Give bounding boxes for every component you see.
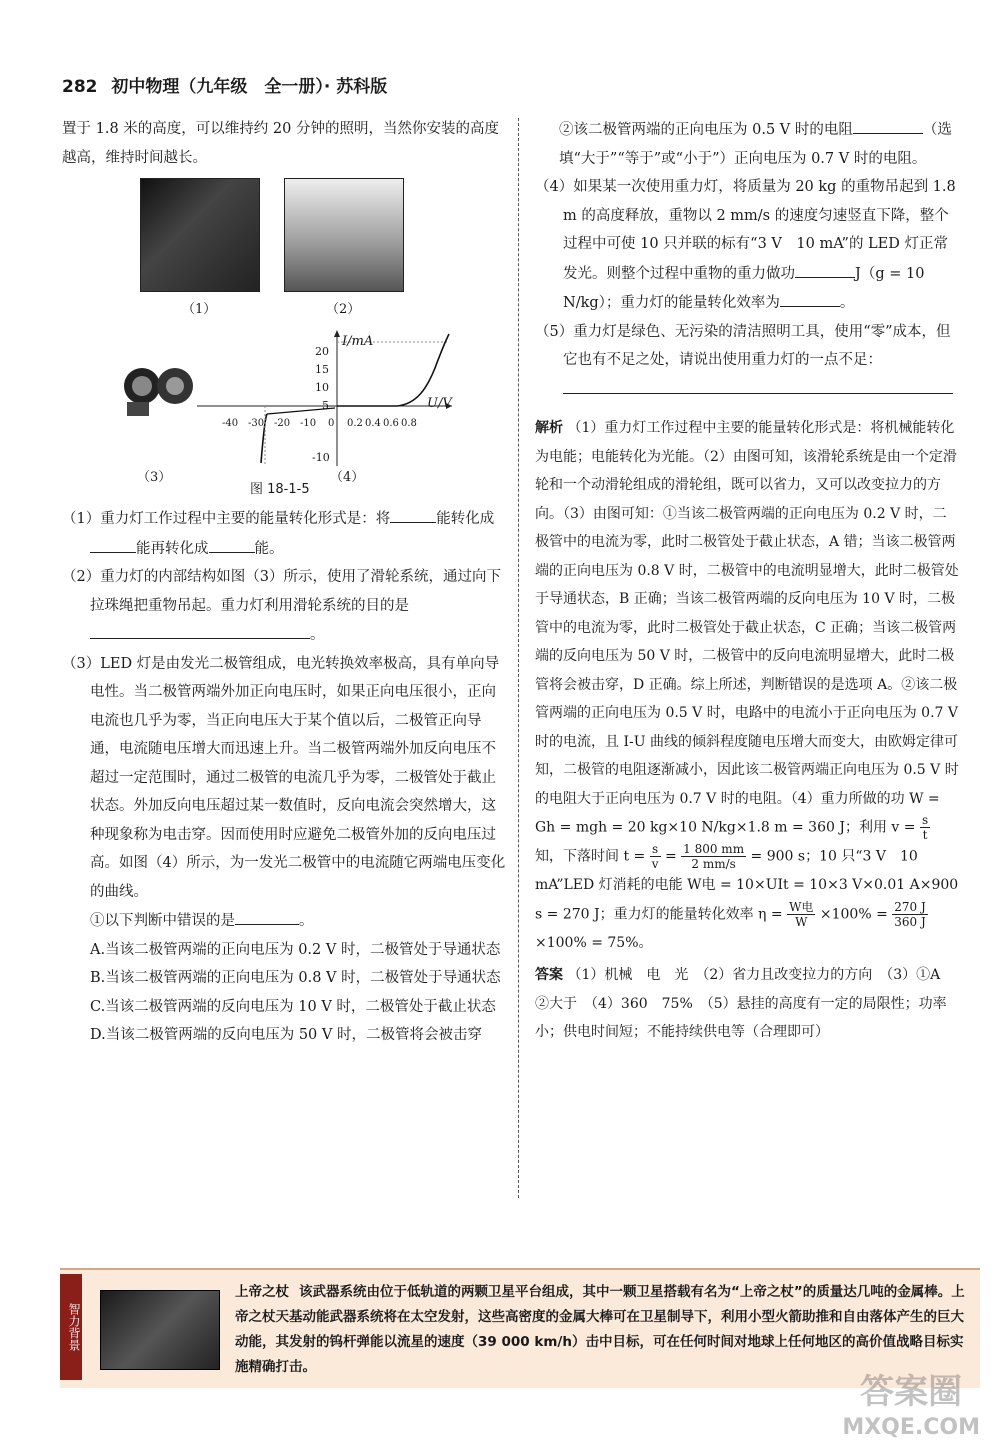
q1-part-c: 能再转化成 <box>136 540 209 557</box>
column-divider <box>518 118 519 1198</box>
q5-text: （5）重力灯是绿色、无污染的清洁照明工具，使用“零”成本，但它也有不足之处，请说出使用重力灯的一点不足： <box>535 323 951 368</box>
frac-t1-num: s <box>650 842 661 857</box>
q1-part-b: 能转化成 <box>436 511 495 527</box>
q5-blank[interactable] <box>563 375 953 394</box>
frac-v-num: s <box>921 813 929 827</box>
xtick-0: 0 <box>328 418 335 429</box>
q4-end: 。 <box>839 295 855 311</box>
q1-blank-1[interactable] <box>390 504 436 523</box>
q4-blank-2[interactable] <box>780 288 840 307</box>
box-title: 上帝之杖 <box>235 1284 289 1300</box>
question-3: （3）LED 灯是由发光二极管组成，电光转换效率极高，具有单向导电性。当二极管两端外加正向电压时，如果正向电压很小，正向电流也几乎为零，当正向电压大于某个值以后，二极管正向导通，电流随电压增大而迅速上升。当二极管两端外加反向电压不超过一定范围时，通过二极管的电流几乎为零，二极管处于截止状态。外加反向电压超过某一数值时，反向电流会突然增大，这种现象称为电击穿。因而使用时应避免二极管外加的反向电压过高。如图（4）所示，为一发光二极管中的电流随它两端电压变化的曲线。 <box>62 655 506 900</box>
figure-caption: 图 18-1-5 <box>250 482 310 497</box>
q1-part-a: （1）重力灯工作过程中主要的能量转化形式是：将 <box>62 511 391 527</box>
q1-blank-3[interactable] <box>209 534 255 553</box>
frac-v-den: t <box>922 828 928 842</box>
graph-xlabel: U/V <box>427 396 452 411</box>
left-column <box>62 115 507 1050</box>
q3-1-blank[interactable] <box>235 906 299 925</box>
box-body: 该武器系统由位于低轨道的两颗卫星平台组成，其中一颗卫星搭载有名为“上帝之杖”的质量达几吨的金属棒。上帝之杖天基动能武器系统将在太空发射，这些高密度的金属大棒可在卫星制导下，利用小型火箭助推和自由落体产生的巨大动能，其发射的钨杆弹能以流星的速度（39 000 km/h）击中目标，可在任何时间对地球上任何地区的高价值战略目标实施精确打击。 <box>235 1284 965 1375</box>
xtick-neg30: -30 <box>248 418 265 429</box>
pulley-system-image <box>117 358 207 418</box>
analysis-text-3b: = <box>664 848 677 865</box>
q3-2-blank[interactable] <box>853 115 923 134</box>
analysis-text-4b: ×100% = 75%。 <box>535 934 653 951</box>
analysis-text-3a: t = <box>623 848 646 865</box>
frac-v <box>920 813 930 842</box>
frac-eta1 <box>787 900 815 929</box>
frac-eta2 <box>892 900 928 929</box>
q4-text-2: J（g = 10 N/kg）；重力灯的能量转化效率为 <box>563 265 925 311</box>
frac-eta1-den: W <box>795 914 808 929</box>
frac-t1-den: v <box>651 857 659 871</box>
ytick-neg10: -10 <box>312 451 330 464</box>
q4-text: （4）如果某一次使用重力灯，将质量为 20 kg 的重物吊起到 1.8 m 的高度释放，重物以 2 mm/s 的速度匀速竖直下降，整个过程中可使 10 只并联的标有“3 V 10 mA”的 LED 灯正常发光。则整个过程中重物的重力做功 <box>535 179 956 282</box>
xtick-0-6: 0.6 <box>383 418 399 429</box>
option-b: B.当该二极管两端的正向电压为 0.8 V 时，二极管处于导通状态 <box>90 970 501 986</box>
answer-label: 答案 <box>535 967 563 983</box>
question-2 <box>62 563 507 650</box>
frac-t2-den: 2 mm/s <box>691 857 736 871</box>
ytick-15: 15 <box>315 363 329 376</box>
analysis-text-1: （1）重力灯工作过程中主要的能量转化形式是：将机械能转化为电能；电能转化为光能。（2）由图可知，该滑轮系统是由一个定滑轮和一个动滑轮组成的滑轮组，既可以省力，又可以改变拉力的方向。（3）由图可知：①当该二极管两端的正向电压为 0.2 V 时，二极管中的电流为零，此时二极管处于截止状态，A 错；当该二极管两端的正向电压为 0.8 V 时，二极管中的电流明显增大，此时二极管处于导通状态，B 正确；当该二极管两端的反向电压为 10 V 时，二极管中的电流为零，此时二极管处于截止状态，C 正确；当该二极管两端的反向电压为 50 V 时，二极管中的反向电流明显增大，此时二极管将会被击穿，D 正确。综上所述，判断错误的是选项 A。②该二极管两端的正向电压为 0.5 V 时，电路中的电流小于正向电压为 0.7 V 时的电流，且 I-U 曲线的倾斜程度随电压增大而变大，由欧姆定律可知，二极管的电阻逐渐减小，因此该二极管两端正向电压为 0.5 V 时的电阻大于正向电压为 0.7 V 时的电阻。（4）重力所做的功 W = Gh = mgh = 20 kg×10 N/kg×1.8 m = 360 J；利用 v = <box>535 420 959 836</box>
question-1 <box>62 504 507 563</box>
q1-blank-2[interactable] <box>90 534 136 553</box>
q3-2-text: ②该二极管两端的正向电压为 0.5 V 时的电阻 <box>559 122 853 138</box>
question-4 <box>535 173 960 318</box>
page-number: 282 <box>62 77 98 97</box>
fig-label-2: （2） <box>326 302 361 317</box>
intro-text: 置于 1.8 米的高度，可以维持约 20 分钟的照明，当然你安装的高度越高，维持时间越长。 <box>62 121 499 166</box>
xtick-0-8: 0.8 <box>401 418 417 429</box>
option-a: A.当该二极管两端的正向电压为 0.2 V 时，二极管处于导通状态 <box>90 941 501 958</box>
fig-label-1: （1） <box>182 302 217 317</box>
question-3-1 <box>62 906 507 936</box>
graph-ylabel: I/mA <box>342 334 374 349</box>
box-tag: 智力背景 <box>60 1274 82 1380</box>
question-5 <box>535 318 960 405</box>
ytick-20: 20 <box>315 345 329 358</box>
book-title: 初中物理（九年级 全一册）· 苏科版 <box>111 77 388 97</box>
answer-block <box>535 961 960 1047</box>
ytick-10: 10 <box>315 381 329 394</box>
frac-eta2-num: 270 J <box>894 899 926 914</box>
analysis-text-2: 知，下落时间 <box>535 848 619 865</box>
frac-t2 <box>681 842 746 871</box>
q3-1-text: ①以下判断中错误的是 <box>90 913 235 929</box>
frac-eta1-num: W电 <box>789 899 814 914</box>
analysis-label: 解析 <box>535 420 563 436</box>
frac-t2-num: 1 800 mm <box>683 842 745 856</box>
question-3-2 <box>535 115 960 173</box>
analysis-block <box>535 414 960 957</box>
right-column <box>535 115 960 1047</box>
q3-2-end: （选填“大于”“等于”或“小于”）正向电压为 0.7 V 时的电阻。 <box>559 122 952 167</box>
fig-label-4: （4） <box>330 470 365 485</box>
watermark-line-2: MXQE.COM <box>842 1415 980 1440</box>
box-text <box>235 1280 965 1380</box>
photo-gravity-lamp-2 <box>284 178 404 292</box>
q4-blank-1[interactable] <box>795 259 855 278</box>
answer-text: （1）机械 电 光 （2）省力且改变拉力的方向 （3）①A ②大于 （4）360 75% （5）悬挂的高度有一定的局限性；功率小；供电时间短；不能持续供电等（合理即可） <box>535 967 955 1040</box>
frac-t1 <box>650 842 661 871</box>
option-d: D.当该二极管两端的反向电压为 50 V 时，二极管将会被击穿 <box>90 1027 482 1043</box>
figure-group <box>62 176 507 496</box>
q2-end: 。 <box>310 627 325 643</box>
analysis-text-4a: ×100% = <box>819 906 888 922</box>
xtick-neg10: -10 <box>300 418 317 429</box>
option-c: C.当该二极管两端的反向电压为 10 V 时，二极管处于截止状态 <box>90 998 496 1015</box>
xtick-0-2: 0.2 <box>347 418 363 429</box>
q1-part-d: 能。 <box>254 540 284 557</box>
xtick-neg20: -20 <box>274 418 291 429</box>
q2-blank[interactable] <box>90 620 310 639</box>
ytick-5: 5 <box>322 399 329 412</box>
q2-text: （2）重力灯的内部结构如图（3）所示，使用了滑轮系统，通过向下拉珠绳把重物吊起。重力灯利用滑轮系统的目的是 <box>62 569 501 614</box>
fig-label-3: （3） <box>137 470 172 485</box>
watermark-line-1: 答案圈 <box>860 1372 963 1412</box>
q3-1-end: 。 <box>299 913 314 929</box>
satellite-image <box>100 1290 220 1370</box>
frac-eta2-den: 360 J <box>894 914 926 929</box>
page-header <box>62 72 387 97</box>
xtick-0-4: 0.4 <box>365 418 381 429</box>
xtick-neg40: -40 <box>222 418 239 429</box>
knowledge-box <box>60 1268 980 1388</box>
watermark <box>842 1374 980 1446</box>
analysis-text-3c: = 900 s；10 只“3 V 10 mA”LED 灯消耗的电能 W电 = 10×UIt = 10×3 V×0.01 A×900 s = 270 J；重力灯的能量转化效率 η = <box>535 848 959 922</box>
photo-gravity-lamp-1 <box>140 178 260 292</box>
